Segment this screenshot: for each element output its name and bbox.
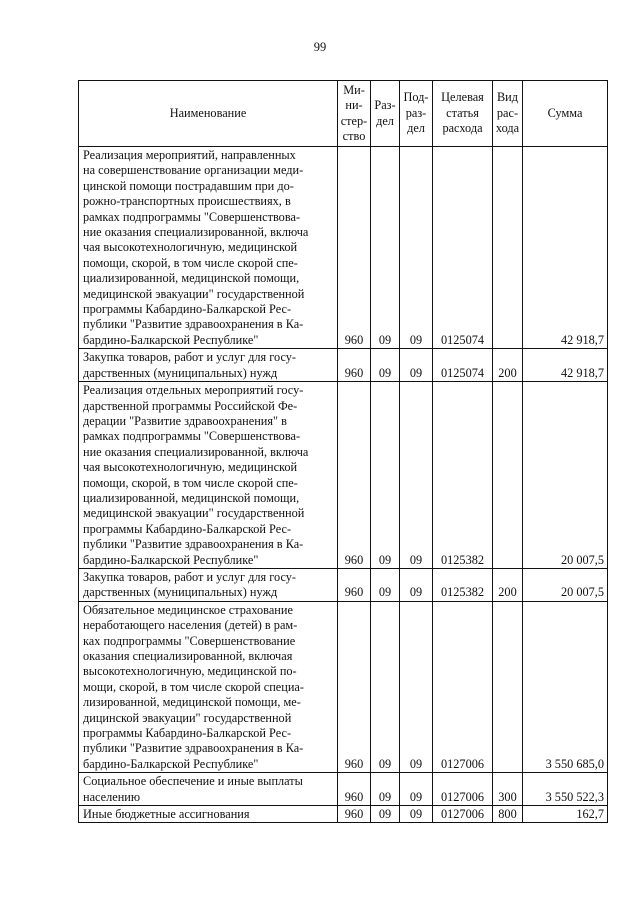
row-section: 09	[371, 382, 400, 569]
row-subsection: 09	[400, 806, 433, 823]
row-type	[493, 382, 523, 569]
row-sum: 3 550 522,3	[523, 773, 608, 806]
row-ministry: 960	[338, 568, 371, 601]
row-name: Реализация мероприятий, направленных на совершенствование организации меди- цинской помощи пострадавшим при до- рожно-транспортных происшествиях, в рамках подпрограммы "Совершенствова- ние оказания специализированной, включа чая высокотехнологичную, медицинской помощи, скорой, в том числе скорой спе- циализированной, медицинской помощи, медицинской эвакуации" государственной программы Кабардино-Балкарской Рес- публики "Развитие здравоохранения в Ка- бардино-Балкарской Республике"	[79, 147, 338, 349]
row-type: 200	[493, 349, 523, 382]
row-subsection: 09	[400, 773, 433, 806]
table-row	[79, 382, 608, 569]
row-sum: 20 007,5	[523, 568, 608, 601]
row-target: 0125074	[433, 349, 493, 382]
table-row	[79, 147, 608, 349]
header-sum: Сумма	[523, 81, 608, 147]
row-subsection: 09	[400, 568, 433, 601]
row-section: 09	[371, 601, 400, 772]
page-number: 99	[313, 40, 327, 54]
row-section: 09	[371, 806, 400, 823]
row-subsection: 09	[400, 382, 433, 569]
row-target: 0127006	[433, 806, 493, 823]
table-row	[79, 349, 608, 382]
row-type: 300	[493, 773, 523, 806]
row-subsection: 09	[400, 349, 433, 382]
row-ministry: 960	[338, 806, 371, 823]
row-section: 09	[371, 773, 400, 806]
row-target: 0125074	[433, 147, 493, 349]
row-target: 0125382	[433, 382, 493, 569]
row-type: 200	[493, 568, 523, 601]
table-header-row	[79, 81, 608, 147]
row-ministry: 960	[338, 382, 371, 569]
row-name: Закупка товаров, работ и услуг для госу- дарственных (муниципальных) нужд	[79, 568, 338, 601]
row-section: 09	[371, 147, 400, 349]
row-section: 09	[371, 568, 400, 601]
table-row	[79, 806, 608, 823]
row-subsection: 09	[400, 601, 433, 772]
row-name: Закупка товаров, работ и услуг для госу- дарственных (муниципальных) нужд	[79, 349, 338, 382]
row-target: 0127006	[433, 601, 493, 772]
header-section: Раз- дел	[371, 81, 400, 147]
budget-table	[78, 80, 608, 823]
row-subsection: 09	[400, 147, 433, 349]
header-target: Целевая статья расхода	[433, 81, 493, 147]
row-target: 0127006	[433, 773, 493, 806]
row-name: Социальное обеспечение и иные выплаты населению	[79, 773, 338, 806]
row-sum: 162,7	[523, 806, 608, 823]
row-sum: 20 007,5	[523, 382, 608, 569]
row-ministry: 960	[338, 773, 371, 806]
row-name: Обязательное медицинское страхование неработающего населения (детей) в рам- ках подпрограммы "Совершенствование оказания специализированной, включая высокотехнологичную, медицинской по- мощи, скорой, в том числе скорой специа- лизированной, медицинской помощи, ме- дицинской эвакуации" государственной программы Кабардино-Балкарской Рес- публики "Развитие здравоохранения в Ка- бардино-Балкарской Республике"	[79, 601, 338, 772]
table-row	[79, 601, 608, 772]
row-type: 800	[493, 806, 523, 823]
row-sum: 42 918,7	[523, 349, 608, 382]
row-sum: 42 918,7	[523, 147, 608, 349]
row-ministry: 960	[338, 147, 371, 349]
row-type	[493, 147, 523, 349]
header-name: Наименование	[79, 81, 338, 147]
row-target: 0125382	[433, 568, 493, 601]
header-type: Вид рас- хода	[493, 81, 523, 147]
header-ministry: Ми- ни- стер- ство	[338, 81, 371, 147]
row-sum: 3 550 685,0	[523, 601, 608, 772]
header-subsection: Под- раз- дел	[400, 81, 433, 147]
row-type	[493, 601, 523, 772]
table-row	[79, 773, 608, 806]
row-name: Реализация отдельных мероприятий госу- дарственной программы Российской Фе- дерации "Развитие здравоохранения" в рамках подпрограммы "Совершенствова- ние оказания специализированной, включа чая высокотехнологичную, медицинской помощи, скорой, в том числе скорой спе- циализированной, медицинской помощи, медицинской эвакуации" государственной программы Кабардино-Балкарской Рес- публики "Развитие здравоохранения в Ка- бардино-Балкарской Республике"	[79, 382, 338, 569]
row-ministry: 960	[338, 349, 371, 382]
table-row	[79, 568, 608, 601]
row-ministry: 960	[338, 601, 371, 772]
row-section: 09	[371, 349, 400, 382]
row-name: Иные бюджетные ассигнования	[79, 806, 338, 823]
